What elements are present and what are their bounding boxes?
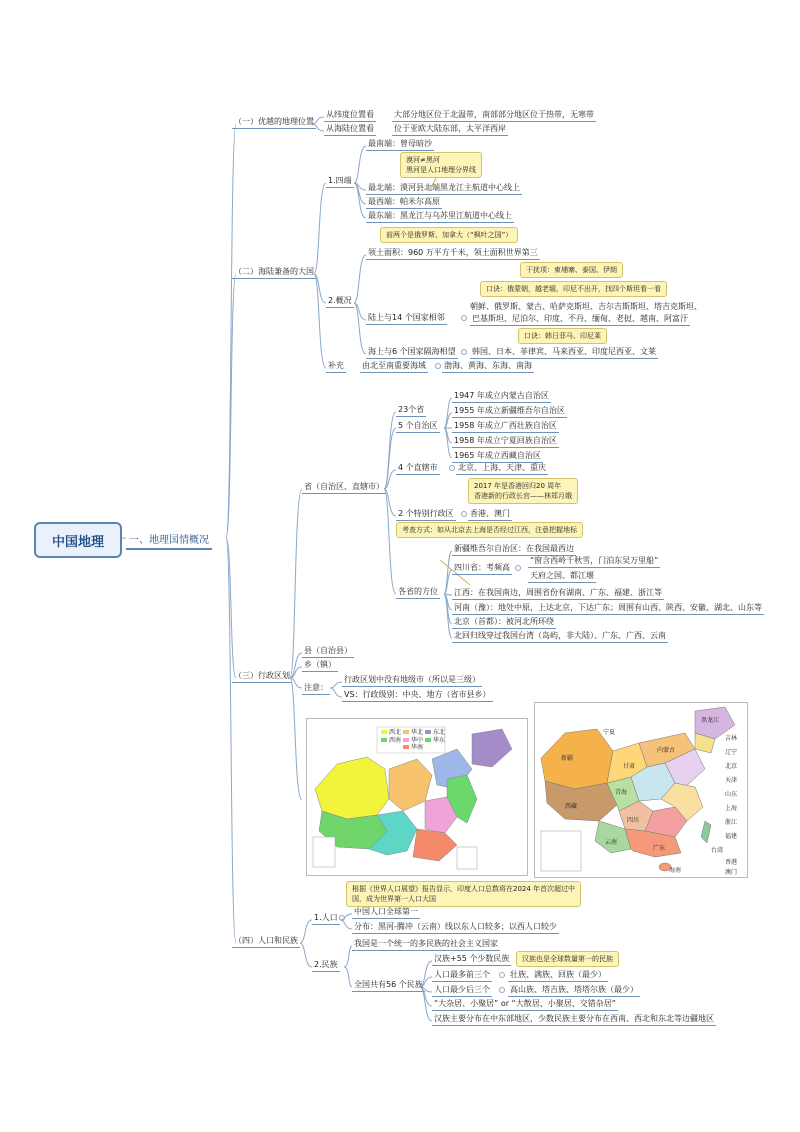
map-label-beijing: 北京 xyxy=(725,763,738,770)
map-label-xinjiang: 新疆 xyxy=(561,755,574,762)
note-exam-method: 考查方式：如从北京去上海是否经过江西，注意把握地标 xyxy=(396,522,583,538)
topic-special-admin-regions[interactable]: 2 个特别行政区 xyxy=(396,508,456,521)
map-label-guangdong: 广东 xyxy=(653,845,666,852)
sea-land-description: 位于亚欧大陆东部，太平洋西岸 xyxy=(392,123,508,136)
topic-least-populous[interactable]: 人口最少后三个 xyxy=(432,984,492,997)
china-provinces-map xyxy=(534,702,748,878)
connector-dot-icon xyxy=(499,972,505,978)
topic-attention[interactable]: 注意： xyxy=(302,682,330,695)
legend-east: 华东 xyxy=(433,737,446,744)
southernmost-point: 最南端：曾母暗沙 xyxy=(366,138,434,151)
most-populous-groups: 壮族、满族、回族（最少） xyxy=(508,969,608,982)
distribution-pattern: “大杂居、小聚居” or “大散居、小聚居、交错杂居” xyxy=(432,998,618,1011)
topic-overview[interactable]: 2.概况 xyxy=(326,295,354,308)
legend-southwest: 西南 xyxy=(389,737,402,744)
westernmost-point: 最西端：帕米尔高原 xyxy=(366,196,442,209)
root-topic[interactable]: 中国地理 xyxy=(34,522,122,558)
latitude-description: 大部分地区位于北温带，南部部分地区位于热带，无寒带 xyxy=(392,109,596,122)
topic-sea-land-position[interactable]: 从海陆位置看 xyxy=(324,123,376,136)
note-han-largest: 汉族也是全球数量第一的民族 xyxy=(516,951,619,967)
topic-sea-neighbors[interactable]: 海上与6 个国家隔海相望 xyxy=(366,346,458,359)
connector-dot-icon xyxy=(515,565,521,571)
topic-administrative-division[interactable]: （三）行政区划 xyxy=(232,670,292,683)
topic-municipalities[interactable]: 4 个直辖市 xyxy=(396,462,440,475)
map-label-fujian: 福建 xyxy=(725,833,738,840)
connector-dot-icon xyxy=(499,987,505,993)
least-populous-groups: 高山族、塔吉族、塔塔尔族（最少） xyxy=(508,984,640,997)
map-label-jilin: 吉林 xyxy=(725,735,738,742)
location-henan: 河南（豫）：地处中原，上达北京，下达广东；周围有山西、陕西、安徽、湖北、山东等 xyxy=(452,602,764,615)
topic-ethnicity[interactable]: 2.民族 xyxy=(312,959,340,972)
topic-four-extremes[interactable]: 1.四端 xyxy=(326,175,354,188)
connector-dot-icon xyxy=(449,465,455,471)
topic-geographic-location[interactable]: （一）优越的地理位置 xyxy=(232,116,316,129)
topic-autonomous-regions[interactable]: 5 个自治区 xyxy=(396,420,440,433)
topic-latitude-position[interactable]: 从纬度位置看 xyxy=(324,109,376,122)
northernmost-point: 最北端：漠河县北端黑龙江主航道中心线上 xyxy=(366,182,522,195)
legend-north: 华北 xyxy=(411,729,424,736)
han-plus-minorities: 汉族+55 个少数民族 xyxy=(432,953,511,966)
municipality-list: 北京、上海、天津、重庆 xyxy=(456,462,548,475)
attention-admin-levels: VS：行政级别：中央、地方（省市县乡） xyxy=(342,689,493,702)
map-label-liaoning: 辽宁 xyxy=(725,749,738,756)
map-label-heilongjiang: 黑龙江 xyxy=(701,717,720,724)
map-label-hong-kong: 香港 xyxy=(725,859,738,866)
note-area-ranking: 前两个是俄罗斯、加拿大（“枫叶之国”） xyxy=(380,227,518,243)
note-population-outlook: 根据《世界人口展望》报告显示，印度人口总数将在2024 年首次超过中 国，成为世界第一人口大国 xyxy=(346,881,581,907)
population-rank: 中国人口全球第一 xyxy=(352,906,420,919)
location-sichuan[interactable]: 四川省：考频高 xyxy=(452,562,512,575)
location-beijing: 北京（首都）：被河北所环绕 xyxy=(452,616,556,629)
map-label-hainan: 海南 xyxy=(669,867,682,874)
legend-south: 华南 xyxy=(411,744,424,751)
map-label-zhejiang: 浙江 xyxy=(725,819,738,826)
note-mnemonic-sea: 口诀：韩日菲马、印尼莱 xyxy=(518,328,607,344)
autonomous-region-2: 1955 年成立新疆维吾尔自治区 xyxy=(452,405,567,418)
easternmost-point: 最东端：黑龙江与乌苏里江航道中心线上 xyxy=(366,210,514,223)
topic-county[interactable]: 县（自治县） xyxy=(302,645,354,658)
autonomous-region-3: 1958 年成立广西壮族自治区 xyxy=(452,420,559,433)
ethnic-distribution: 汉族主要分布在中东部地区，少数民族主要分布在西南、西北和东北等边疆地区 xyxy=(432,1013,716,1026)
legend-northwest: 西北 xyxy=(389,729,402,736)
topic-land-neighbors[interactable]: 陆上与14 个国家相邻 xyxy=(366,312,447,325)
topic-supplement[interactable]: 补充 xyxy=(326,360,346,373)
topic-population[interactable]: 1.人口 xyxy=(312,912,340,925)
map-label-shandong: 山东 xyxy=(725,791,738,798)
topic-town[interactable]: 乡（镇） xyxy=(302,659,338,672)
topic-most-populous[interactable]: 人口最多前三个 xyxy=(432,969,492,982)
connector-dot-icon xyxy=(461,511,467,517)
sar-list: 香港、澳门 xyxy=(468,508,512,521)
map-label-ningxia: 宁夏 xyxy=(603,729,616,736)
territory-area: 领土面积：960 万平方千米，领土面积世界第三 xyxy=(366,247,540,260)
map-label-shanghai: 上海 xyxy=(725,805,738,812)
topic-province-locations[interactable]: 各省的方位 xyxy=(396,586,440,599)
location-xinjiang: 新疆维吾尔自治区：在我国最西边 xyxy=(452,543,576,556)
note-mohe-heihe: 漠河≠黑河 黑河是人口地理分界线 xyxy=(400,152,482,178)
note-hong-kong: 2017 年是香港回归20 周年 香港新的行政长官——林郑月娥 xyxy=(468,478,578,504)
map-label-macau: 澳门 xyxy=(725,869,738,876)
attention-no-prefecture: 行政区划中没有地级市（所以是三级） xyxy=(342,674,482,687)
map-label-qinghai: 青海 xyxy=(615,789,628,796)
autonomous-region-5: 1965 年成立西藏自治区 xyxy=(452,450,543,463)
land-neighbors-line2: 巴基斯坦、尼泊尔、印度、不丹、缅甸、老挝、越南、阿富汗 xyxy=(470,313,690,326)
sea-neighbors-list: 韩国、日本、菲律宾、马来西亚、印度尼西亚、文莱 xyxy=(470,346,658,359)
location-tropic-of-cancer: 北回归线穿过我国台湾（岛屿，非大陆）、广东、广西、云南 xyxy=(452,630,668,643)
land-neighbors-line1: 朝鲜、俄罗斯、蒙古、哈萨克斯坦、吉尔吉斯斯坦、塔吉克斯坦、 xyxy=(470,302,702,311)
china-regions-map xyxy=(306,718,528,876)
connector-dot-icon xyxy=(339,915,345,921)
province-count: 23个省 xyxy=(396,404,426,417)
map-label-sichuan: 四川 xyxy=(627,817,640,824)
legend-northeast: 东北 xyxy=(433,729,446,736)
connector-dot-icon xyxy=(461,349,467,355)
map-label-yunnan: 云南 xyxy=(605,839,618,846)
location-jiangxi: 江西：在我国南边，周围省份有湖南、广东、福建、浙江等 xyxy=(452,587,664,600)
map-label-tibet: 西藏 xyxy=(565,803,578,810)
connector-dot-icon xyxy=(461,315,467,321)
topic-56-ethnic-groups[interactable]: 全国共有56 个民族 xyxy=(352,979,425,992)
map-label-inner-mongolia: 内蒙古 xyxy=(657,747,676,754)
autonomous-region-1: 1947 年成立内蒙古自治区 xyxy=(452,390,551,403)
sichuan-features: 天府之国、都江堰 xyxy=(528,570,596,583)
note-mnemonic-land: 口诀：俄蒙朝，越老缅，印尼不出开，找四个斯坦看一看 xyxy=(480,281,667,297)
unified-multiethnic-state: 我国是一个统一的多民族的社会主义国家 xyxy=(352,938,500,951)
topic-population-ethnicity[interactable]: （四）人口和民族 xyxy=(232,935,300,948)
map-label-taiwan: 台湾 xyxy=(711,847,724,854)
map-label-tianjin: 天津 xyxy=(725,777,738,784)
note-distractors: 干扰项：柬埔寨、泰国、伊朗 xyxy=(520,262,623,278)
population-distribution: 分布：黑河-腾冲（云南）线以东人口较多；以西人口较少 xyxy=(352,921,559,934)
topic-land-sea-country[interactable]: （二）海陆兼备的大国 xyxy=(232,266,316,279)
important-seas-label: 由北至南重要海域 xyxy=(360,360,428,373)
topic-provinces[interactable]: 省（自治区、直辖市） xyxy=(302,481,386,494)
topic-national-overview[interactable]: 一、地理国情概况 xyxy=(126,531,212,550)
connector-dot-icon xyxy=(435,363,441,369)
autonomous-region-4: 1958 年成立宁夏回族自治区 xyxy=(452,435,559,448)
sichuan-poem: “窗含西岭千秋雪，门泊东吴万里船” xyxy=(528,555,660,568)
seas-list: 渤海、黄海、东海、南海 xyxy=(442,360,534,373)
legend-central: 华中 xyxy=(411,737,424,744)
map-label-gansu: 甘肃 xyxy=(623,763,636,770)
